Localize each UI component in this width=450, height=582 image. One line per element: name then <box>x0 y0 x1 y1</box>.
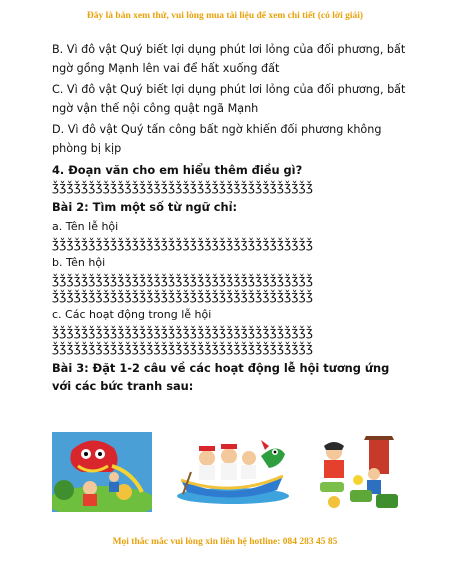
bai2-title: Bài 2: Tìm một số từ ngữ chỉ: <box>52 200 238 214</box>
answer-line: ǯǯǯǯǯǯǯǯǯǯǯǯǯǯǯǯǯǯǯǯǯǯǯǯǯǯǯǯǯǯǯǯǯǯǯǯ <box>52 289 314 303</box>
festival-offering-illustration <box>314 432 400 512</box>
option-c: C. Vì đô vật Quý biết lợi dụng phút lơi lỏng của đối phương, bất ngờ vận thế nội công quật ngã Mạnh <box>52 83 406 115</box>
preview-notice: Đây là bản xem thử, vui lòng mua tài liệu để xem chi tiết (có lời giải) <box>86 11 364 21</box>
option-b: B. Vì đô vật Quý biết lợi dụng phút lơi lỏng của đối phương, bất ngờ gồng Mạnh lên vai để hất xuống đất <box>52 43 406 75</box>
answer-line: ǯǯǯǯǯǯǯǯǯǯǯǯǯǯǯǯǯǯǯǯǯǯǯǯǯǯǯǯǯǯǯǯǯǯǯǯ <box>52 341 314 355</box>
question-4: 4. Đoạn văn cho em hiểu thêm điều gì? <box>52 163 303 177</box>
answer-line: ǯǯǯǯǯǯǯǯǯǯǯǯǯǯǯǯǯǯǯǯǯǯǯǯǯǯǯǯǯǯǯǯǯǯǯǯ <box>52 237 314 251</box>
hotline-notice: Mọi thắc mắc vui lòng xin liên hệ hotline: 084 283 45 85 <box>112 537 338 547</box>
boat-race-illustration <box>177 432 289 504</box>
bai3-title: Bài 3: Đặt 1-2 câu về các hoạt động lễ hội tương ứng với các bức tranh sau: <box>52 361 390 393</box>
festival-pictures <box>52 432 397 512</box>
answer-line: ǯǯǯǯǯǯǯǯǯǯǯǯǯǯǯǯǯǯǯǯǯǯǯǯǯǯǯǯǯǯǯǯǯǯǯǯ <box>52 180 314 194</box>
answer-line: ǯǯǯǯǯǯǯǯǯǯǯǯǯǯǯǯǯǯǯǯǯǯǯǯǯǯǯǯǯǯǯǯǯǯǯǯ <box>52 325 314 339</box>
bai2-a-label: a. Tên lễ hội <box>52 220 119 233</box>
bai2-b-label: b. Tên hội <box>52 256 106 269</box>
option-d: D. Vì đô vật Quý tấn công bất ngờ khiến đối phương không phòng bị kịp <box>52 123 382 155</box>
bai2-c-label: c. Các hoạt động trong lễ hội <box>52 308 212 321</box>
document-body <box>52 40 412 395</box>
lion-dance-illustration <box>52 432 152 512</box>
answer-line: ǯǯǯǯǯǯǯǯǯǯǯǯǯǯǯǯǯǯǯǯǯǯǯǯǯǯǯǯǯǯǯǯǯǯǯǯ <box>52 273 314 287</box>
